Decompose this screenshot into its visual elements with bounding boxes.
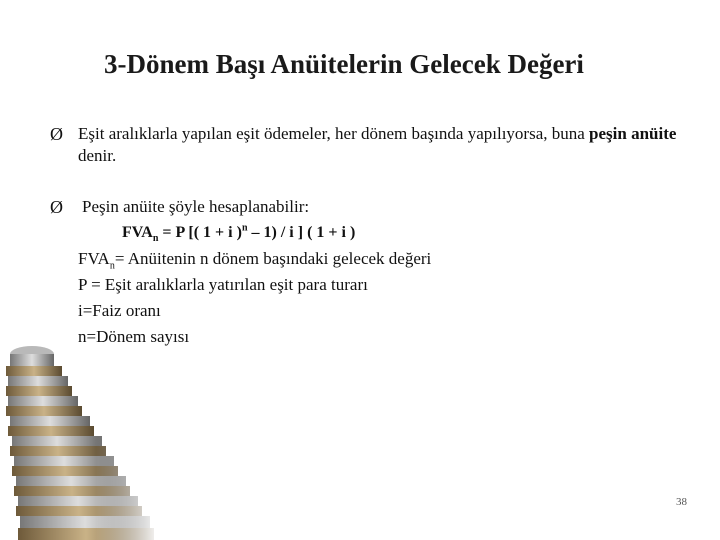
definition-n: n=Dönem sayısı <box>78 327 190 346</box>
bullet-arrow-icon: Ø <box>50 124 63 144</box>
bullet-1-bold-term: peşin anüite <box>589 124 677 143</box>
page-number: 38 <box>676 496 687 508</box>
definition-p: P = Eşit aralıklarla yatırılan eşit para turarı <box>78 275 368 294</box>
bullet-1-text-before: Eşit aralıklarla yapılan eşit ödemeler, her dönem başında yapılıyorsa, buna <box>78 124 590 143</box>
definition-fva <box>78 248 431 270</box>
formula-exponent: n <box>241 222 248 234</box>
formula-middle: = P [( 1 + i ) <box>158 224 242 241</box>
formula-subscript: n <box>152 233 159 245</box>
formula-prefix: FVA <box>122 224 153 241</box>
bullet-1-text-after: denir. <box>78 146 117 165</box>
slide-title: 3-Dönem Başı Anüitelerin Gelecek Değeri <box>104 49 584 79</box>
bullet-arrow-icon: Ø <box>50 197 63 217</box>
bullet-1-text <box>78 123 698 167</box>
definition-fva-rest: = Anüitenin n dönem başındaki gelecek değeri <box>114 249 432 268</box>
definition-fva-subscript: n <box>109 260 115 272</box>
bullet-2-intro: Peşin anüite şöyle hesaplanabilir: <box>82 197 310 216</box>
formula-rest: – 1) / i ] ( 1 + i ) <box>247 224 356 241</box>
coin-stack-icon <box>0 330 160 540</box>
formula <box>122 222 355 244</box>
definition-fva-prefix: FVA <box>78 249 110 268</box>
definition-i: i=Faiz oranı <box>78 301 161 320</box>
